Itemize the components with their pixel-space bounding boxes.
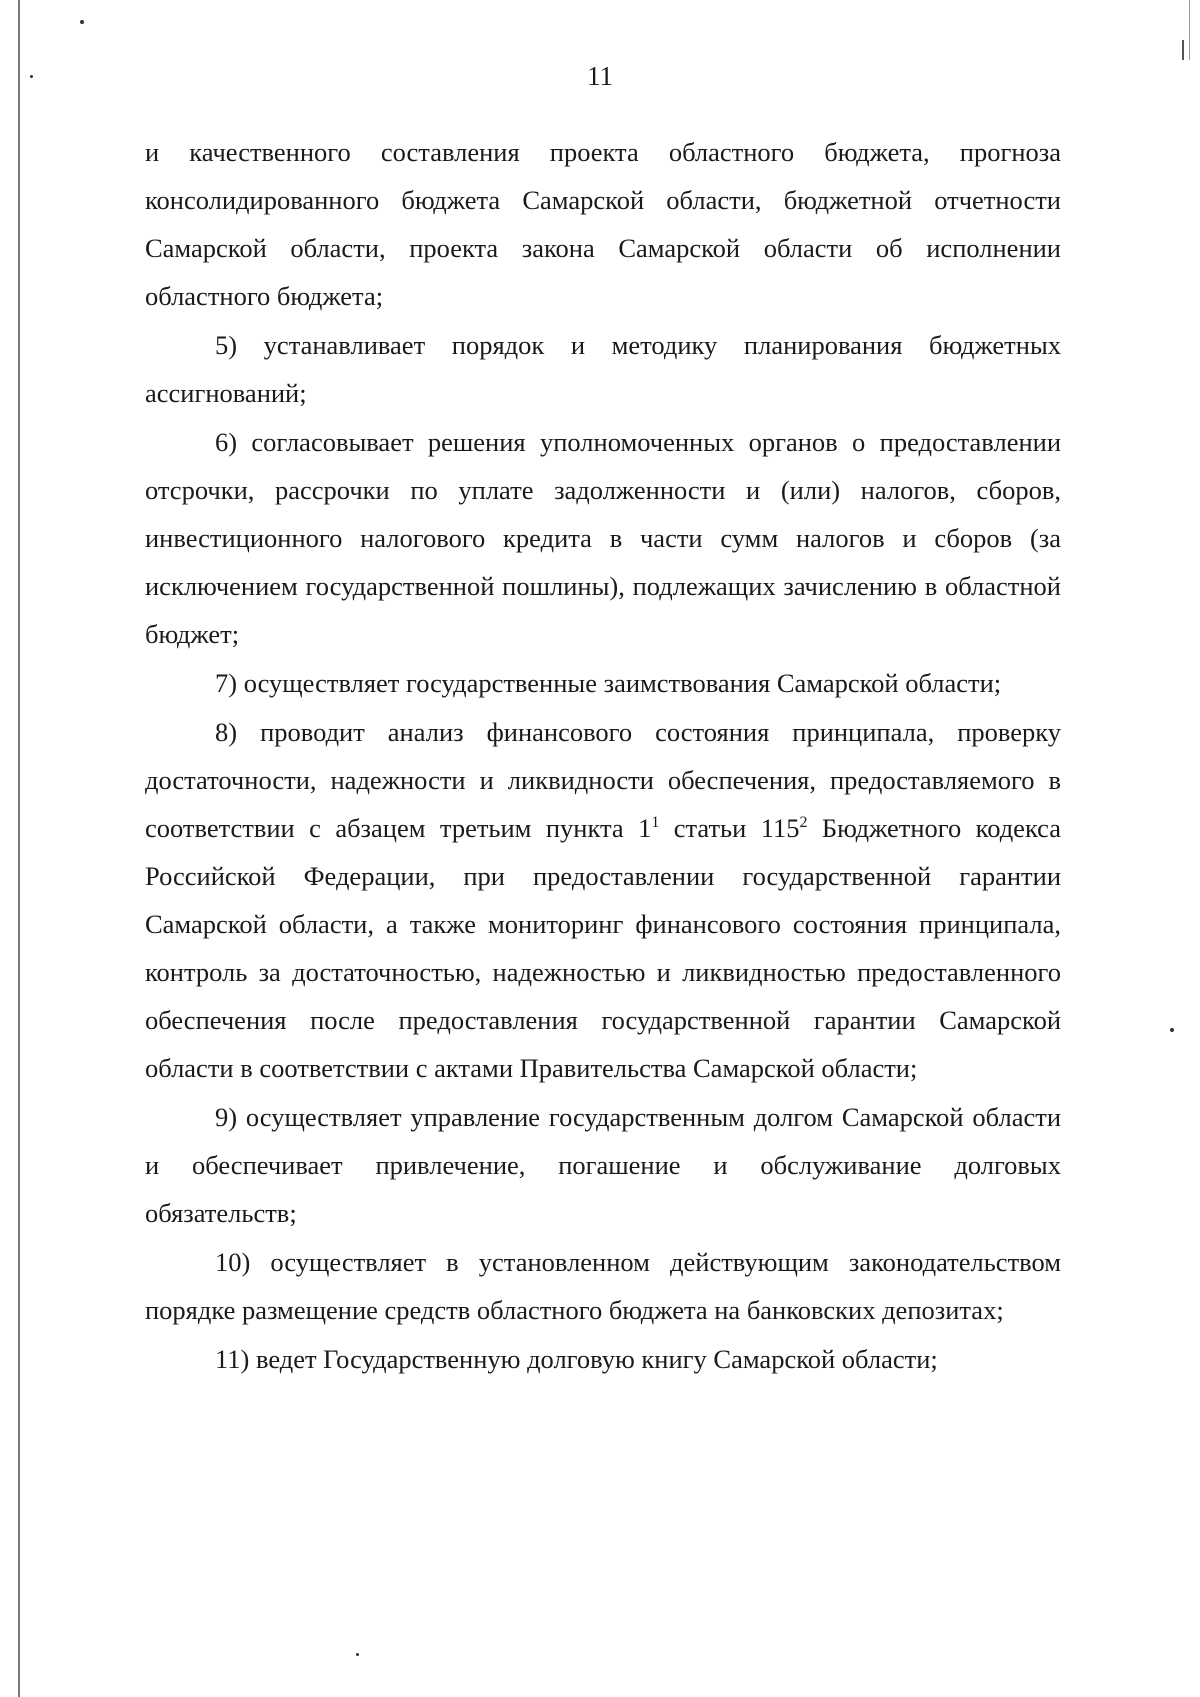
paragraph-item-5: 5) устанавливает порядок и методику планирования бюджетных ассигнований; [145,330,1061,408]
page-number: 11 [587,61,613,91]
superscript-article-index: 2 [799,814,808,831]
scan-speck [356,1653,359,1656]
scan-speck [1170,1028,1174,1032]
paragraph-item-6: 6) согласовывает решения уполномоченных органов о предоставлении отсрочки, рассрочки по уплате задолженности и (или) налогов, сборов, инвестиционного налогового кредита в части сумм налогов и сборов (за исключением государственной пошлины), подлежащих зачислению в областной бюджет; [145,427,1061,649]
paragraph-item-8-part-1: 8) проводит анализ финансового состояния принципала, проверку достаточности, надежности и ликвидности обеспечения, предоставляемого в соответствии с абзацем третьим пункта 1 [145,717,1061,843]
scan-edge-right-mark [1182,40,1184,60]
paragraph-item-8-part-3: Бюджетного кодекса Российской Федерации, при предоставлении государственной гарантии Самарской области, а также мониторинг финансового состояния принципала, контроль за достаточностью, надежностью и ликвидностью предоставленного обеспечения после предоставления государственной гарантии Самарской области в соответствии с актами Правительства Самарской области; [145,813,1062,1083]
scan-speck [80,20,84,24]
document-body [145,128,1061,1383]
paragraph-continuation: и качественного составления проекта областного бюджета, прогноза консолидированного бюджета Самарской области, бюджетной отчетности Самарской области, проекта закона Самарской области об исполнении областного бюджета; [145,137,1061,311]
paragraph-item-8-part-2: статьи 115 [659,813,800,843]
superscript-point-index: 1 [651,814,660,831]
scan-edge-right [1189,0,1190,60]
paragraph-item-11: 11) ведет Государственную долговую книгу Самарской области; [215,1344,938,1374]
paragraph-item-10: 10) осуществляет в установленном действующим законодательством порядке размещение средств областного бюджета на банковских депозитах; [145,1247,1061,1325]
paragraph-item-7: 7) осуществляет государственные заимствования Самарской области; [215,668,1002,698]
scan-edge-left [18,0,20,1697]
paragraph-item-8 [145,708,1061,1092]
paragraph-item-9: 9) осуществляет управление государственным долгом Самарской области и обеспечивает привлечение, погашение и обслуживание долговых обязательств; [145,1102,1061,1228]
